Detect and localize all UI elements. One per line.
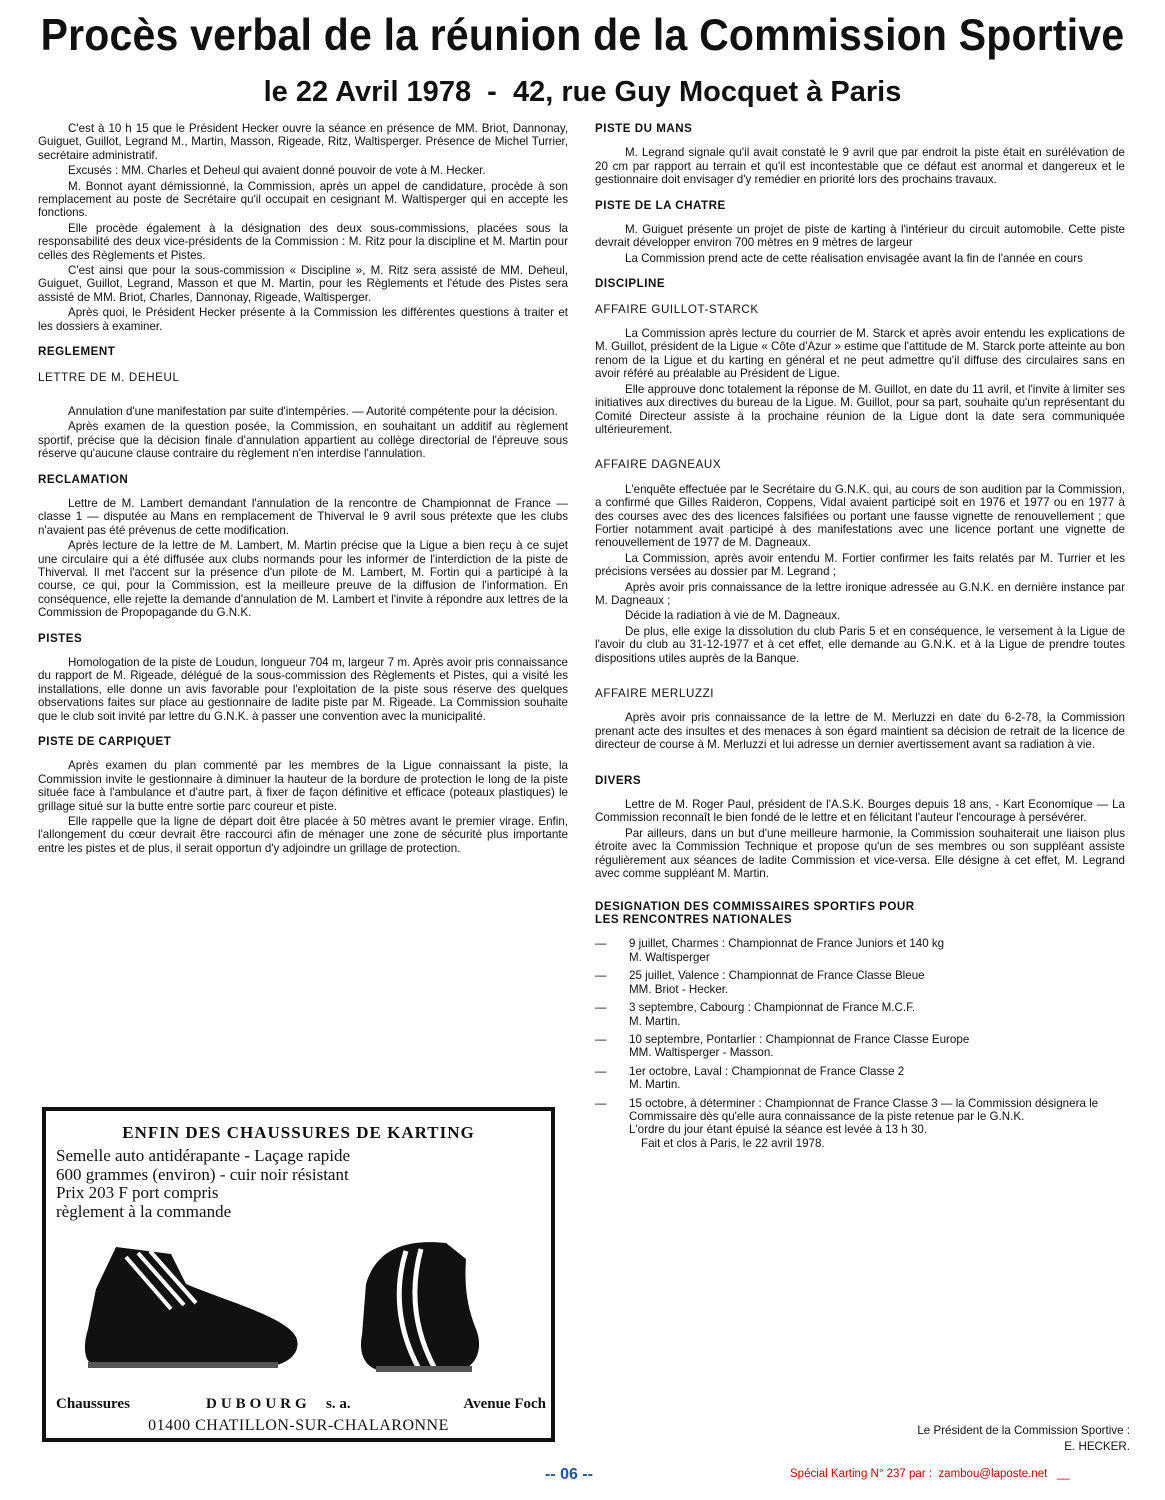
ad-line: Prix 203 F port compris xyxy=(56,1183,219,1202)
subsection-heading-guillot: AFFAIRE GUILLOT-STARCK xyxy=(595,302,759,316)
paragraph: Après quoi, le Président Hecker présente à la Commission les différentes questions à traiter et les dossiers à examiner. xyxy=(38,306,568,333)
paragraph: Annulation d'une manifestation par suite d'intempéries. — Autorité compétente pour la décision. xyxy=(68,404,558,418)
section-heading-chatre: PISTE DE LA CHATRE xyxy=(595,198,726,212)
subsection-heading-lettre: LETTRE DE M. DEHEUL xyxy=(38,370,180,384)
section-heading-designation: DESIGNATION DES COMMISSAIRES SPORTIFS POUR LES RENCONTRES NATIONALES xyxy=(595,900,915,927)
paragraph: L'enquête effectuée par le Secrétaire du G.N.K. qui, au cours de son audition par la Commission, a confirmé que Gilles Raideron, Coppens, Vidal avaient participé soit en 1976 et 1977 ou en 1977 à des courses avec des des licences falsifiées ou portant une fausse vignette de renouvellement ; que Fortier notamment avait participé à des manifestations avec une licence portant une vignette de renouvellement de 1977 de M. Dagneaux. xyxy=(595,482,1125,550)
paragraph: Après lecture de la lettre de M. Lambert, M. Martin précise que la Ligue a bien reçu à ce sujet une circulaire qui a été diffusée aux clubs normands pour les informer de l'interdiction de la piste de Thiverval. Il met l'accent sur la présence d'un pilote de M. Lambert, M. Fortin qui a participé à la course, ce qui, pour la Commission, est la meilleure preuve de la diffusion de l'information. En conséquence, elle rejette la demande d'annulation de M. Lambert et l'invite à répondre aux lettres de la Commission de Propopagande du G.N.K. xyxy=(38,539,568,620)
paragraph: La Commission après lecture du courrier de M. Starck et après avoir entendu les explications de M. Guillot, président de la Ligue « Côte d'Azur » estime que l'attitude de M. Starck porte atteinte au bon renom de la Ligue et du karting en général et ne peut admettre qu'il diffuse des circulaires sans en avoir référé au préalable au Président de Ligue. xyxy=(595,327,1125,381)
paragraph: Après avoir pris connaissance de la lettre ironique adressée au G.N.K. en dernière instance par M. Dagneaux ; xyxy=(595,580,1125,607)
closing-date: Fait et clos à Paris, le 22 avril 1978. xyxy=(641,1136,825,1150)
ad-company-type: s. a. xyxy=(326,1396,351,1412)
list-item: — 25 juillet, Valence : Championnat de France Classe Bleue MM. Briot - Hecker. xyxy=(595,969,925,996)
paragraph: Lettre de M. Lambert demandant l'annulation de la rencontre de Championnat de France — classe 1 — disputée au Mans en remplacement de Thiverval le 9 avril sous prétexte que les clubs n'avaient pas été prévenus de cette modification. xyxy=(38,496,568,537)
footer-credit: Spécial Karting N° 237 par : zambou@laposte.net __ xyxy=(790,1468,1070,1480)
section-heading-discipline: DISCIPLINE xyxy=(595,277,666,291)
paragraph: La Commission prend acte de cette réalisation envisagée avant la fin de l'année en cours xyxy=(625,251,1083,265)
ad-city: 01400 CHATILLON-SUR-CHALARONNE xyxy=(148,1417,449,1434)
designation-list xyxy=(595,937,1125,1150)
list-item: — 3 septembre, Cabourg : Championnat de France M.C.F. M. Martin. xyxy=(595,1001,916,1028)
paragraph: Elle rappelle que la ligne de départ doit être placée à 50 mètres avant le premier virage. Enfin, l'allongement du cœur devrait être raccourci afin de ménager une zone de sécurité plus importante entre les pistes et de plus, il serait opportun d'y adjoindre un grillage de protection. xyxy=(38,815,568,855)
advertisement xyxy=(42,1107,555,1442)
paragraph: Décide la radiation à vie de M. Dagneaux. xyxy=(625,609,841,623)
paragraph: Homologation de la piste de Loudun, longueur 704 m, largeur 7 m. Après avoir pris connaissance du rapport de M. Rigeade, délégué de la sous-commission des Règlements et Pistes, qui a visité les installations, elle donne un avis favorable pour l'exploitation de la piste sous réserve des quelques observations faites sur place au gestionnaire de ladite piste par M. Rigeade. La Commission souhaite que le club soit invité par lettre du G.N.K. à passer une convention avec la municipalité. xyxy=(38,656,568,723)
list-item: — 10 septembre, Pontarlier : Championnat de France Classe Europe MM. Waltisperger - Masson. xyxy=(595,1032,970,1060)
section-heading-reclamation: RECLAMATION xyxy=(38,472,129,486)
page-number: -- 06 -- xyxy=(545,1466,593,1483)
ad-brand-name: DUBOURG xyxy=(206,1396,311,1412)
ad-line: 600 grammes (environ) - cuir noir résistant xyxy=(56,1164,349,1184)
signatory-role: Le Président de la Commission Sportive : xyxy=(917,1424,1130,1437)
paragraph: Elle procède également à la désignation des deux sous-commissions, placées sous la responsabilité des deux vice-présidents de la Commission : M. Ritz pour la discipline et M. Martin pour celles des Règlements et Pistes. xyxy=(38,221,568,262)
paragraph: Après examen du plan commenté par les membres de la Ligue connaissant la piste, la Commission invite le gestionnaire à diminuer la hauteur de la bordure de protection le long de la piste située face à l'ambulance et d'autre part, à fixer de façon définitive et efficace (poteaux plastiques) le grillage situé sur la butte entre sortie parc coureur et piste. xyxy=(38,759,568,813)
paragraph: C'est à 10 h 15 que le Président Hecker ouvre la séance en présence de MM. Briot, Dannonay, Guiguet, Guillot, Legrand M., Martin, Masson, Rigeade, Ritz, Waltisperger. Présence de Michel Turrier, secrétaire administratif. xyxy=(38,122,568,162)
page-title: Procès verbal de la réunion de la Commission Sportive xyxy=(40,10,1125,60)
list-item: — 1er octobre, Laval : Championnat de France Classe 2 M. Martin. xyxy=(595,1064,905,1092)
paragraph: M. Guiguet présente un projet de piste de karting à l'intérieur du circuit automobile. Cette piste devrait développer environ 700 mètres en 9 mètres de largeur xyxy=(595,223,1125,250)
paragraph: Par ailleurs, dans un but d'une meilleure harmonie, la Commission souhaiterait une liaison plus étroite avec la Commission Technique et propose qu'un de ses membres ou son suppléant assiste régulièrement aux séances de ladite Commission et vice-versa. Elle désigne à cet effet, M. Legrand avec comme suppléant M. Martin. xyxy=(595,826,1125,881)
paragraph: Après avoir pris connaissance de la lettre de M. Merluzzi en date du 6-2-78, la Commission prenant acte des insultes et des menaces à son égard maintient sa décision de retrait de la licence de directeur de course à M. Merluzzi et lui adresse un dernier avertissement avant sa radiation à vie. xyxy=(595,711,1125,752)
section-heading-mans: PISTE DU MANS xyxy=(595,122,693,135)
paragraph: La Commission, après avoir entendu M. Fortier confirmer les faits relatés par M. Turrier et les précisions versées au dossier par M. Legrand ; xyxy=(595,551,1125,579)
ad-line: règlement à la commande xyxy=(56,1201,232,1221)
paragraph: C'est ainsi que pour la sous-commission « Discipline », M. Ritz sera assisté de MM. Deheul, Guiguet, Guillot, Legrand, Masson et que M. Martin, pour les Règlements et l'étude des Pistes sera assisté de MM. Briot, Charles, Dannonay, Rigeade, Waltisperger. xyxy=(38,264,568,304)
paragraph: Elle approuve donc totalement la réponse de M. Guillot, en date du 11 avril, et l'invite à limiter ses initiatives aux directives du bureau de la Ligue. M. Guillot, pour sa part, souhaite qu'un représentant du Comité Directeur assiste à la prochaine réunion de la Ligue dont la date sera communiquée ultérieurement. xyxy=(595,382,1125,436)
ad-brand: Chaussures xyxy=(56,1396,130,1412)
left-column xyxy=(38,122,568,857)
karting-shoes-illustration xyxy=(76,1229,536,1389)
list-item: — 9 juillet, Charmes : Championnat de France Juniors et 140 kg M. Waltisperger xyxy=(595,937,945,964)
paragraph: Après examen de la question posée, la Commission, en souhaitant un additif au règlement sportif, précise que la décision finale d'annulation appartient au collège directorial de l'épreuve sous réserve qu'aucune clause contraire du règlement n'en interdise l'annulation. xyxy=(38,420,568,461)
ad-street: Avenue Foch xyxy=(463,1396,546,1412)
section-heading-pistes: PISTES xyxy=(38,631,83,645)
paragraph: De plus, elle exige la dissolution du club Paris 5 et en conséquence, le versement à la Ligue de l'avoir du club au 31-12-1977 et à cet effet, elle demande au G.N.K. et à la Ligue de prendre toutes dispositions utiles auprès de la Banque. xyxy=(595,624,1125,665)
section-heading-reglement: REGLEMENT xyxy=(38,345,116,359)
list-item: — 15 octobre, à déterminer : Championnat de France Classe 3 — la Commission désignera le Commissaire dès qu'elle aura connaissance de la piste retenue par le G.N.K. L'ordre du jour étant épuisé la séance est levée à 13 h 30. Fait et clos à Paris, le 22 avril 1978. xyxy=(595,1097,1125,1151)
ad-text xyxy=(56,1147,350,1221)
ad-line: Semelle auto antidérapante - Laçage rapide xyxy=(56,1146,351,1165)
paragraph: Excusés : MM. Charles et Deheul qui avaient donné pouvoir de vote à M. Hecker. xyxy=(68,164,486,178)
ad-title: ENFIN DES CHAUSSURES DE KARTING xyxy=(122,1123,475,1142)
paragraph: Lettre de M. Roger Paul, président de l'A.S.K. Bourges depuis 18 ans, - Kart Economique — La Commission reconnaît le bien fondé de le lettre et en félicitant l'auteur l'encourage à persévérer. xyxy=(595,798,1125,825)
section-heading-divers: DIVERS xyxy=(595,773,642,787)
paragraph: M. Legrand signale qu'il avait constaté le 9 avril que par endroit la piste était en surélévation de 20 cm par rapport au terrain et qu'il est incontestable que ce défaut est anormal et dangereux et le gestionnaire doit envisager d'y remédier en priorité lors des prochains travaux. xyxy=(595,146,1125,187)
subsection-heading-merluzzi: AFFAIRE MERLUZZI xyxy=(595,687,715,700)
signature-block xyxy=(595,1423,1130,1455)
section-heading-carpiquet: PISTE DE CARPIQUET xyxy=(38,735,172,749)
page-subtitle: le 22 Avril 1978 - 42, rue Guy Mocquet à Paris xyxy=(263,76,902,108)
paragraph: M. Bonnot ayant démissionné, la Commission, après un appel de candidature, procède à son remplacement au poste de Secrétaire qu'il occupait en cesignant M. Waltisperger qui en accepte les fonctions. xyxy=(38,179,568,220)
signatory-name: E. HECKER. xyxy=(1064,1440,1130,1453)
subsection-heading-dagneaux: AFFAIRE DAGNEAUX xyxy=(595,458,722,472)
right-column xyxy=(595,122,1125,1155)
